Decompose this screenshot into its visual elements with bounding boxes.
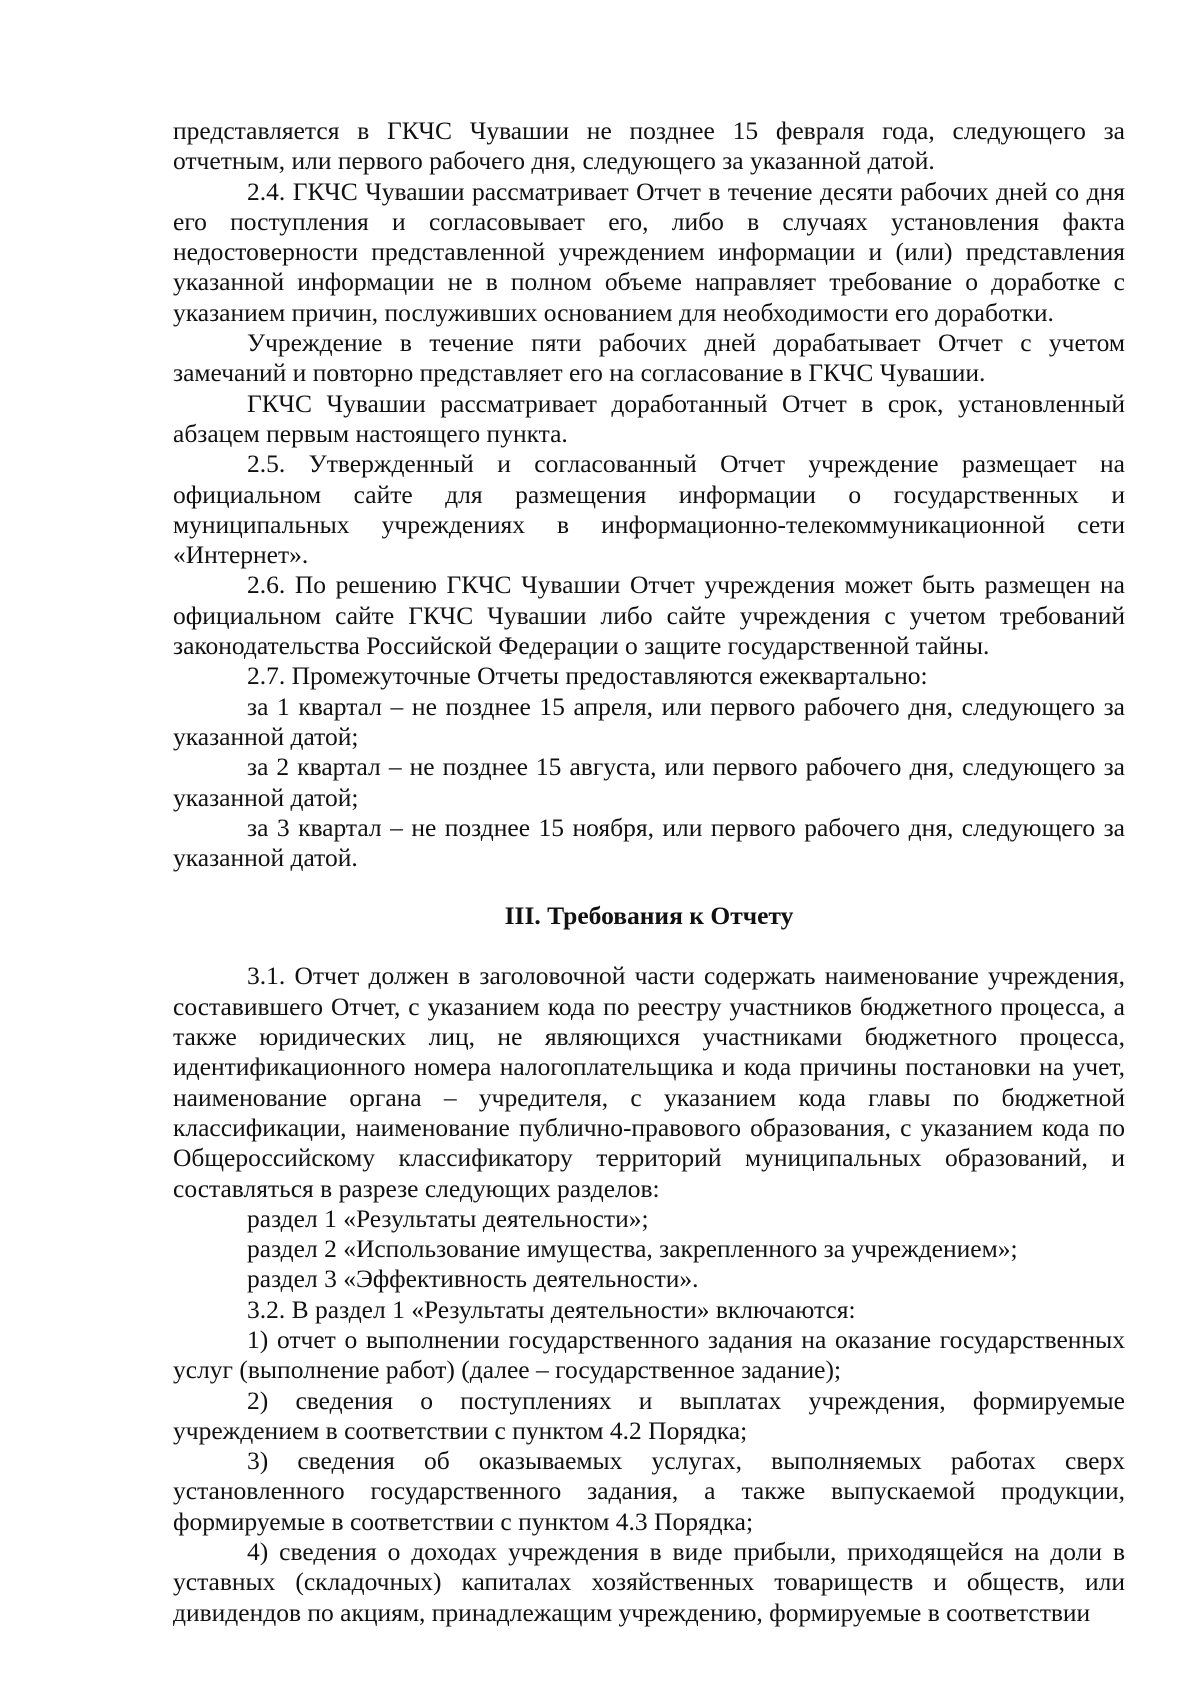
paragraph: 2.7. Промежуточные Отчеты предоставляются ежеквартально: <box>247 661 928 691</box>
paragraph: 3) сведения об оказываемых услугах, выполняемых работах сверх установленного государственного задания, а также выпускаемой продукции, формируемые в соответствии с пунктом 4.3 Порядка; <box>173 1446 1125 1536</box>
paragraph: ГКЧС Чувашии рассматривает доработанный Отчет в срок, установленный абзацем первым настоящего пункта. <box>173 388 1125 448</box>
section-2-body <box>173 116 1125 873</box>
section-3-body <box>173 961 1125 1628</box>
paragraph: 2.6. По решению ГКЧС Чувашии Отчет учреждения может быть размещен на официальном сайте ГКЧС Чувашии либо сайте учреждения с учетом требований законодательства Российской Федерации о защите государственной тайны. <box>173 570 1125 661</box>
paragraph: 2.5. Утвержденный и согласованный Отчет учреждение размещает на официальном сайте для размещения информации о государственных и муниципальных учреждениях в информационно-телекоммуникационной сети «Интернет». <box>173 449 1125 570</box>
document-page <box>173 116 1125 1628</box>
paragraph: за 1 квартал – не позднее 15 апреля, или первого рабочего дня, следующего за указанной датой; <box>173 691 1125 751</box>
paragraph: 3.1. Отчет должен в заголовочной части содержать наименование учреждения, составившего Отчет, с указанием кода по реестру участников бюджетного процесса, а также юридических лиц, не являющихся участниками бюджетного процесса, идентификационного номера налогоплательщика и кода причины постановки на учет, наименование органа – учредителя, с указанием кода главы по бюджетной классификации, наименование публично-правового образования, с указанием кода по Общероссийскому классификатору территорий муниципальных образований, и составляться в разрезе следующих разделов: <box>173 961 1125 1203</box>
paragraph: 1) отчет о выполнении государственного задания на оказание государственных услуг (выполнение работ) (далее – государственное задание); <box>173 1324 1125 1385</box>
paragraph: раздел 2 «Использование имущества, закрепленного за учреждением»; <box>247 1234 1018 1264</box>
paragraph: 4) сведения о доходах учреждения в виде прибыли, приходящейся на доли в уставных (складочных) капиталах хозяйственных товариществ и обществ, или дивидендов по акциям, принадлежащим учреждению, формируемые в соответствии <box>173 1537 1125 1627</box>
paragraph: за 2 квартал – не позднее 15 августа, или первого рабочего дня, следующего за указанной датой; <box>173 752 1125 812</box>
paragraph: за 3 квартал – не позднее 15 ноября, или первого рабочего дня, следующего за указанной датой. <box>173 812 1125 873</box>
paragraph: раздел 1 «Результаты деятельности»; <box>247 1203 649 1233</box>
paragraph: 2) сведения о поступлениях и выплатах учреждения, формируемые учреждением в соответствии с пунктом 4.2 Порядка; <box>173 1385 1125 1445</box>
paragraph: 3.2. В раздел 1 «Результаты деятельности» включаются: <box>247 1294 856 1324</box>
paragraph: раздел 3 «Эффективность деятельности». <box>247 1264 699 1294</box>
paragraph: 2.4. ГКЧС Чувашии рассматривает Отчет в течение десяти рабочих дней со дня его поступления и согласовывает его, либо в случаях установления факта недостоверности представленной учреждением информации и (или) представления указанной информации не в полном объеме направляет требование о доработке с указанием причин, послуживших основанием для необходимости его доработки. <box>173 176 1125 327</box>
paragraph: представляется в ГКЧС Чувашии не позднее 15 февраля года, следующего за отчетным, или первого рабочего дня, следующего за указанной датой. <box>173 116 1125 176</box>
paragraph: Учреждение в течение пяти рабочих дней дорабатывает Отчет с учетом замечаний и повторно представляет его на согласование в ГКЧС Чувашии. <box>173 328 1125 388</box>
section-heading: III. Требования к Отчету <box>504 901 794 931</box>
